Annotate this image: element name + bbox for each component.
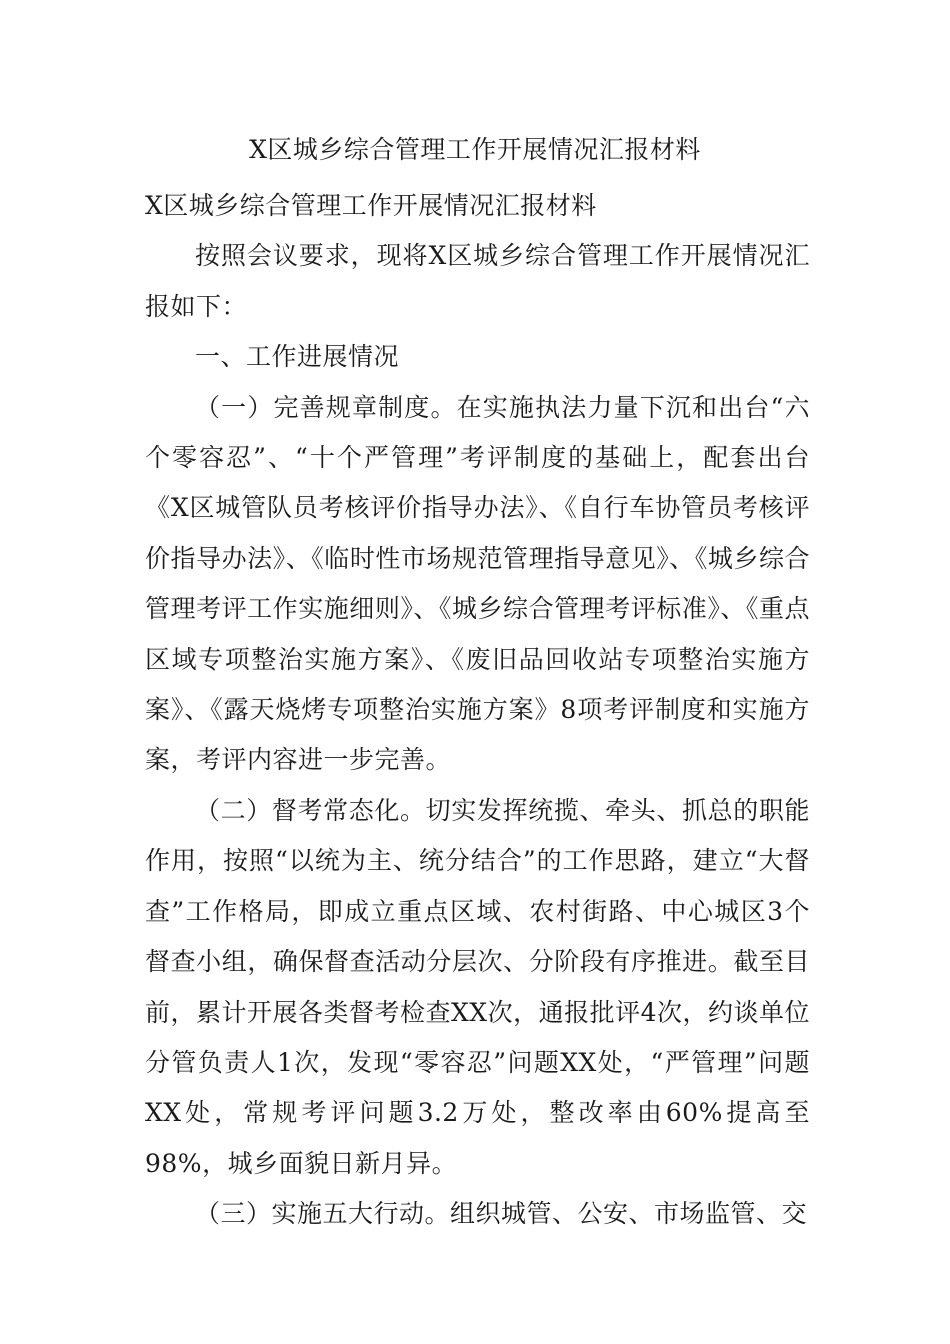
section-heading-progress: 一、工作进展情况: [195, 342, 400, 372]
document-title: X区城乡综合管理工作开展情况汇报材料: [249, 135, 701, 164]
paragraph-supervision: （二）督考常态化。切实发挥统揽、牵头、抓总的职能作用，按照“以统为主、统分结合”的工作思路，建立“大督查”工作格局，即成立重点区域、农村街路、中心城区3个督查小组，确保督查活动分层次、分阶段有序推进。截至目前，累计开展各类督考检查XX次，通报批评4次，约谈单位分管负责人1次，发现“零容忍”问题XX处，“严管理”问题XX处，常规考评问题3.2万处，整改率由60%提高至98%，城乡面貌日新月异。: [145, 795, 811, 1178]
paragraph-five-actions: （三）实施五大行动。组织城管、公安、市场监管、交: [195, 1199, 808, 1229]
document-body: [145, 181, 810, 1240]
paragraph-regulations: （一）完善规章制度。在实施执法力量下沉和出台“六个零容忍”、“十个严管理”考评制度的基础上，配套出台《X区城管队员考核评价指导办法》、《自行车协管员考核评价指导办法》、《临时性市场规范管理指导意见》、《城乡综合管理考评工作实施细则》、《城乡综合管理考评标准》、《重点区域专项整治实施方案》、《废旧品回收站专项整治实施方案》、《露天烧烤专项整治实施方案》8项考评制度和实施方案，考评内容进一步完善。: [145, 392, 810, 775]
repeated-title-line: X区城乡综合管理工作开展情况汇报材料: [145, 191, 597, 220]
intro-paragraph: 按照会议要求，现将X区城乡综合管理工作开展情况汇报如下：: [145, 241, 810, 321]
